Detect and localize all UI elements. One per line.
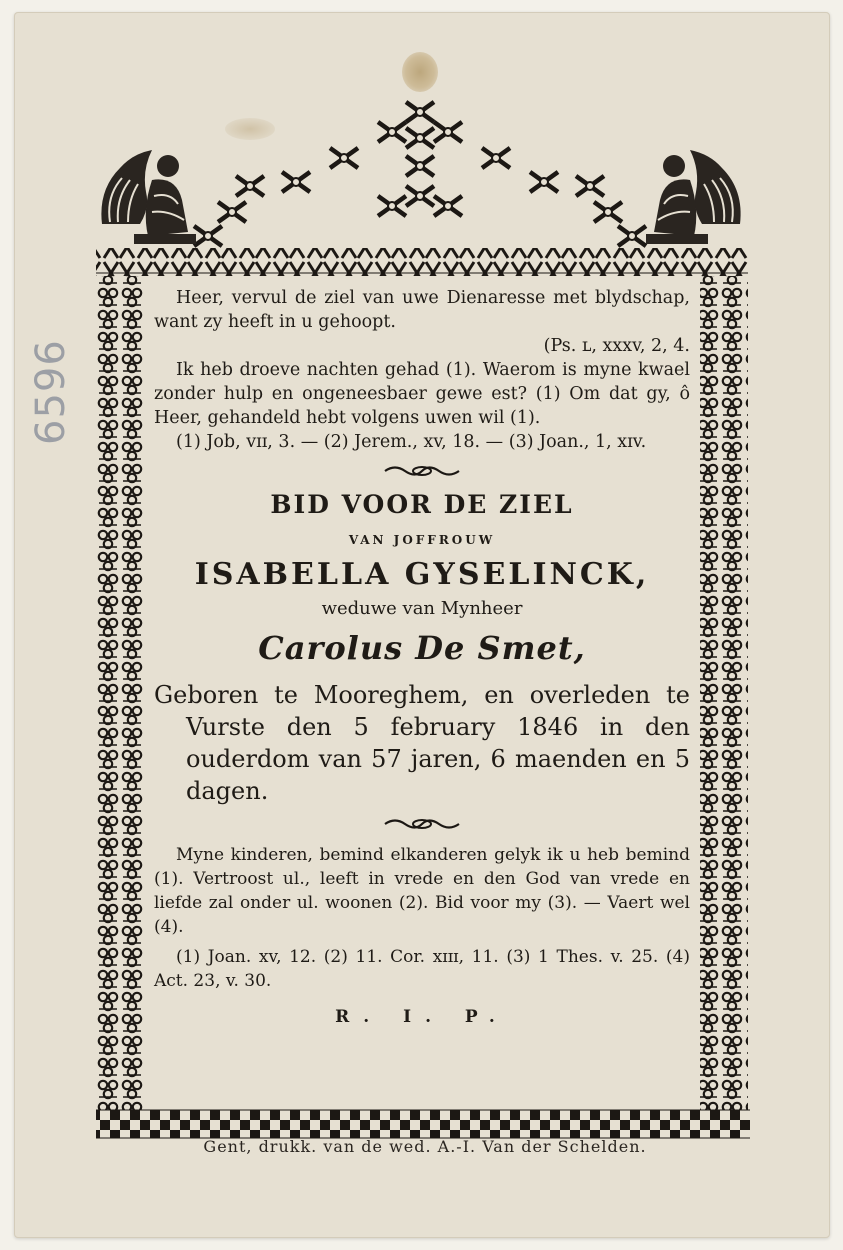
card-text (154, 286, 690, 1027)
angel-right-icon (646, 150, 741, 244)
closing-verse: Myne kinderen, bemind elkanderen gelyk ik u heb bemind (1). Vertroost ul., leeft in vrede en den God van vrede en liefde zal onder ul. woonen (2). Bid voor my (3). — Vaert wel (4). (154, 845, 690, 937)
verse-psalm-reference: (Ps. ʟ, xxxv, 2, 4. (543, 336, 690, 356)
prayer-subheading: VAN JOFFROUW (348, 533, 496, 547)
angel-left-icon (101, 150, 196, 244)
flourish-divider-icon (383, 464, 461, 478)
printer-imprint: Gent, drukk. van de wed. A.-I. Van der Schelden. (203, 1137, 647, 1156)
life-details: Geboren te Mooreghem, en overleden te Vurste den 5 february 1846 in den ouderdom van 57 jaren, 6 maenden en 5 dagen. (154, 681, 690, 805)
prayer-heading: BID VOOR DE ZIEL (270, 490, 574, 519)
verse-job-references: (1) Job, vɪɪ, 3. — (2) Jerem., xv, 18. — (3) Joan., 1, xɪv. (176, 432, 647, 452)
closing-references: (1) Joan. xv, 12. (2) 11. Cor. xɪɪɪ, 11. (3) 1 Thes. v. 25. (4) Act. 23, v. 30. (154, 947, 690, 991)
rip-text: R. I. P. (335, 1007, 509, 1027)
verse-job: Ik heb droeve nachten gehad (1). Waerom is myne kwael zonder hulp en ongeneesbaer gewe est? (1) Om dat gy, ô Heer, gehandeld hebt volgens uwen wil (1). (154, 360, 690, 428)
verse-psalm: Heer, vervul de ziel van uwe Dienaresse met blydschap, want zy heeft in u gehoopt. (154, 288, 690, 332)
handwritten-number: 6596 (28, 339, 74, 445)
husband-name: Carolus De Smet, (258, 629, 586, 667)
widow-line: weduwe van Mynheer (321, 598, 523, 619)
flourish-divider-icon (383, 817, 461, 831)
deceased-name: ISABELLA GYSELINCK, (194, 557, 650, 592)
